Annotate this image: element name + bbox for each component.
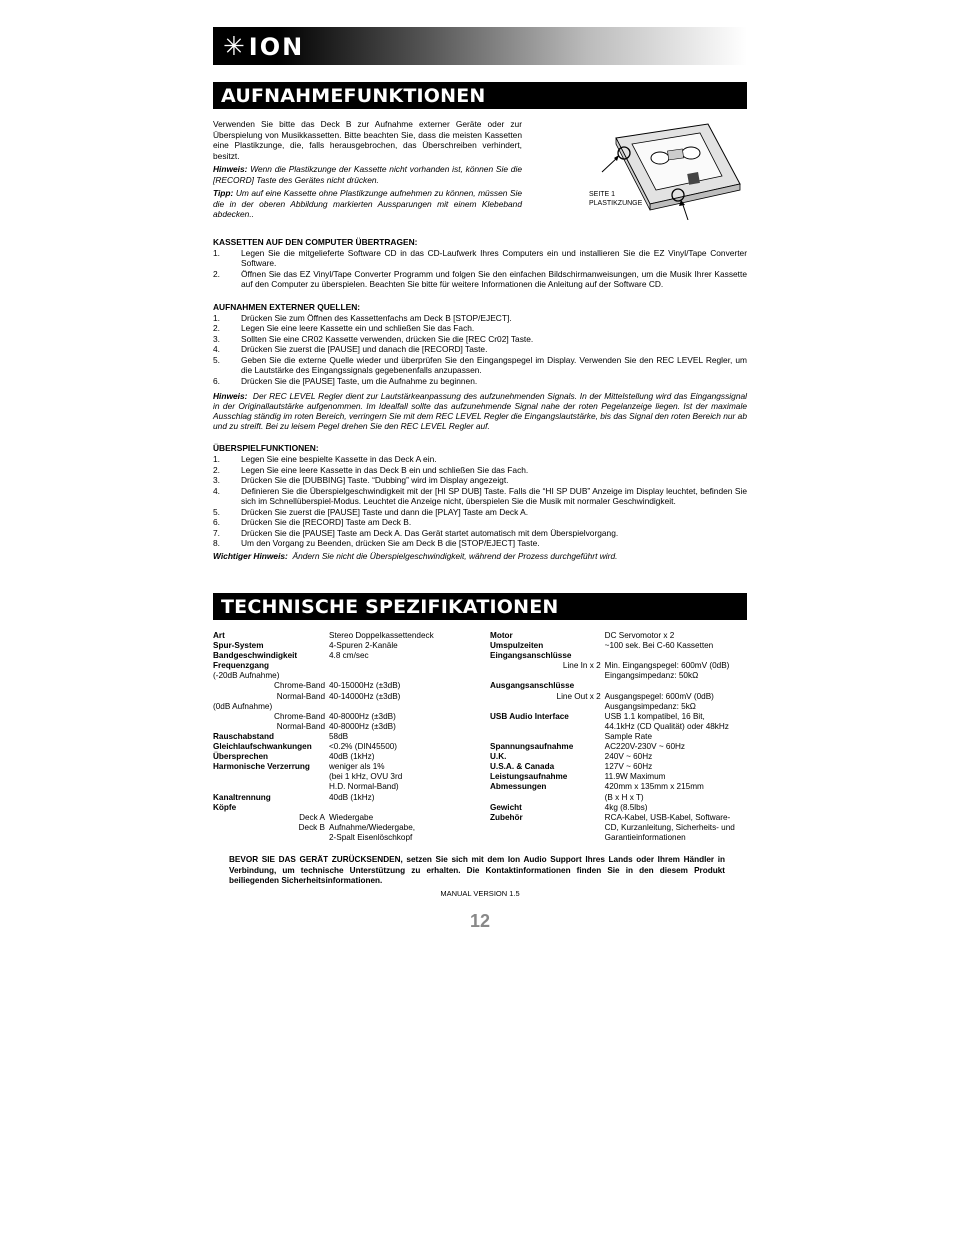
spec-value: Ausgangspegel: 600mV (0dB) — [604, 691, 714, 701]
spec-label: Ausgangsanschlüsse — [490, 681, 575, 691]
list-item: 6. Drücken Sie die [PAUSE] Taste, um die Aufnahme zu beginnen. — [213, 375, 478, 386]
list-item: 5. Geben Sie die externe Quelle wieder und überprüfen Sie den Eingangspegel im Display. Verwenden Sie den REC LEVEL Regler, um die Lautstärke des Eingangssignals gegebenenfalls anzupassen. — [213, 354, 747, 375]
diagram-label-tab: PLASTIKZUNGE — [589, 200, 643, 207]
page-number: 12 — [469, 911, 491, 931]
external-hint: Hinweis: Der REC LEVEL Regler dient zur Lautstärkeanpassung des aufzunehmenden Signals. In der Mittelstellung wird das Eingangssignal in der Originallautstärke aufgenommen. Im Idealfall sollte das aufzunehmende Signal nahe der roten Pegelanzeige liegen. Ist der maximale Ausschlag ständig im roten Bereich, verringern Sie mit dem REC LEVEL Regler die Eingangslautstärke, bis das Signal den roten Bereich nur ab und zu streift. Bei zu leisem Pegel drehen Sie den REC LEVEL Regler auf. — [213, 391, 747, 431]
spec-label — [490, 823, 605, 833]
spec-table-left — [213, 631, 483, 843]
list-item: 6. Drücken Sie die [RECORD] Taste am Deck B. — [213, 517, 412, 527]
spec-value: 127V ~ 60Hz — [604, 762, 653, 772]
spec-label: Umspulzeiten — [490, 641, 544, 651]
spec-label: Art — [213, 631, 225, 640]
hint-text: Hinweis: Wenn die Plastikzunge der Kassette nicht vorhanden ist, können Sie die [RECORD] Taste des Gerätes nicht drücken. — [213, 164, 522, 185]
spec-row — [213, 702, 479, 712]
external-list — [213, 313, 747, 387]
spec-row — [213, 833, 479, 843]
spec-row — [213, 671, 479, 681]
spec-row — [490, 833, 748, 843]
spec-label: Motor — [490, 631, 513, 640]
spec-label: Deck B — [298, 822, 325, 832]
spec-table — [490, 631, 748, 843]
spec-value: 2-Spalt Eisenlöschkopf — [329, 832, 413, 842]
spec-row — [490, 671, 748, 681]
spec-label — [213, 772, 329, 782]
section-title: AUFNAHMEFUNKTIONEN — [213, 82, 747, 109]
spec-value: 40dB (1kHz) — [329, 792, 375, 802]
spec-row — [490, 762, 748, 772]
list-item: 2. Legen Sie eine leere Kassette in das Deck B ein und schließen Sie das Fach. — [213, 464, 529, 475]
spec-row — [490, 752, 748, 762]
spec-row — [490, 782, 748, 792]
spec-value — [329, 702, 479, 712]
list-item: 3. Sollten Sie eine CR02 Kassette verwenden, drücken Sie die [REC Cr02] Taste. — [213, 333, 534, 344]
spec-value: Stereo Doppelkassettendeck — [329, 631, 434, 640]
section-title: TECHNISCHE SPEZIFIKATIONEN — [213, 593, 747, 620]
return-notice: BEVOR SIE DAS GERÄT ZURÜCKSENDEN, setzen Sie sich mit dem Ion Audio Support Ihres Lands oder Ihrem Händler in Verbindung, um technische Unterstützung zu erhalten. Die Kontaktinformationen finden Sie in den diesem Produkt beiliegenden Sicherheitsinformationen. — [229, 855, 725, 885]
spec-label: Spur-System — [213, 641, 264, 651]
diagram-label-side: SEITE 1 — [589, 191, 616, 198]
spec-row — [213, 742, 479, 752]
spec-label: (-20dB Aufnahme) — [213, 671, 280, 681]
spec-label: U.S.A. & Canada — [490, 762, 555, 772]
spec-label — [213, 833, 329, 843]
spec-table — [213, 631, 479, 843]
spec-value: Garantieinformationen — [604, 832, 686, 842]
spec-row — [213, 722, 479, 732]
spec-value: H.D. Normal-Band) — [329, 782, 399, 792]
spec-row — [490, 702, 748, 712]
dubbing-heading: ÜBERSPIELFUNKTIONEN: — [213, 443, 319, 453]
spec-label: Abmessungen — [490, 782, 547, 792]
spec-row — [490, 803, 748, 813]
spec-row — [490, 823, 748, 833]
spec-row — [213, 803, 479, 813]
spec-label — [490, 722, 605, 732]
spec-value — [605, 681, 748, 691]
spec-value: weniger als 1% — [329, 762, 385, 772]
spec-label: U.K. — [490, 752, 507, 762]
manual-version: MANUAL VERSION 1.5 — [440, 889, 520, 898]
spec-value: 40-8000Hz (±3dB) — [329, 711, 396, 721]
spec-label — [490, 702, 605, 712]
spec-value: ~100 sek. Bei C-60 Kassetten — [604, 641, 714, 651]
spec-label: Gewicht — [490, 802, 522, 812]
spec-label: Leistungsaufnahme — [490, 772, 568, 782]
spec-value: 4kg (8.5lbs) — [604, 802, 648, 812]
spec-label: Bandgeschwindigkeit — [213, 651, 298, 661]
spec-row — [490, 681, 748, 691]
list-item: 1. Drücken Sie zum Öffnen des Kassettenfachs am Deck B [STOP/EJECT]. — [213, 312, 512, 323]
intro-text: Verwenden Sie bitte das Deck B zur Aufnahme externer Geräte oder zur Überspielung von Musikkassetten. Bitte beachten Sie, dass die meisten Kassetten eine Plastikzunge, die, falls herausgebrochen, das Überschreiben verhindert, besitzt. — [213, 119, 522, 161]
list-item: 7. Drücken Sie die [PAUSE] Taste am Deck A. Das Gerät startet automatisch mit dem Überspielvorgang. — [213, 527, 619, 538]
external-heading: AUFNAHMEN EXTERNER QUELLEN: — [213, 301, 361, 312]
spec-row — [213, 813, 479, 823]
spec-row — [213, 823, 479, 833]
spec-value: (bei 1 kHz, OVU 3rd — [329, 772, 403, 782]
spec-label: Köpfe — [213, 802, 237, 812]
spec-label: Line In x 2 — [562, 661, 601, 671]
spec-row — [213, 712, 479, 722]
spec-label — [213, 782, 329, 792]
tip-text: Tipp: Um auf eine Kassette ohne Plastikzunge aufnehmen zu können, müssen Sie die in der oberen Abbildung markierten Aussparungen mit einem Klebeband abdecken.. — [213, 188, 522, 219]
spec-label: Gleichlaufschwankungen — [213, 742, 312, 752]
spec-table-right — [490, 631, 748, 843]
spec-row — [490, 712, 748, 722]
list-item: 5. Drücken Sie zuerst die [PAUSE] Taste und dann die [PLAY] Taste am Deck A. — [213, 506, 529, 517]
diagram-labels — [589, 190, 642, 208]
recording-section — [213, 82, 747, 561]
spec-row — [213, 762, 479, 772]
brand-header — [213, 27, 747, 65]
spec-row — [490, 813, 748, 823]
spec-value: <0.2% (DIN45500) — [329, 742, 398, 752]
spec-row — [213, 631, 479, 641]
spec-label: Eingangsanschlüsse — [490, 651, 572, 661]
spec-label: Spannungsaufnahme — [490, 742, 574, 752]
list-item: 8. Um den Vorgang zu Beenden, drücken Sie am Deck B die [STOP/EJECT] Taste. — [213, 538, 540, 548]
spec-row — [213, 641, 479, 651]
spec-label: (0dB Aufnahme) — [213, 701, 273, 711]
spec-row — [213, 772, 479, 782]
specifications-section — [213, 593, 747, 931]
spec-value: 44.1kHz (CD Qualität) oder 48kHz — [604, 721, 729, 731]
spark-icon: ✳ — [223, 32, 247, 62]
spec-value: 58dB — [329, 731, 349, 741]
spec-value: DC Servomotor x 2 — [604, 631, 675, 640]
spec-value: 40-15000Hz (±3dB) — [329, 681, 401, 691]
spec-row — [213, 651, 479, 661]
spec-row — [213, 692, 479, 702]
spec-label — [490, 793, 605, 803]
spec-label: Übersprechen — [213, 752, 269, 762]
list-item: 2. Legen Sie eine leere Kassette ein und schließen Sie das Fach. — [213, 323, 475, 333]
spec-label: Zubehör — [490, 812, 523, 822]
spec-row — [490, 772, 748, 782]
list-item: 1. Legen Sie die mitgelieferte Software CD in das CD-Laufwerk Ihres Computers ein und installieren Sie die EZ Vinyl/Tape Converter Software. — [213, 247, 747, 268]
spec-row — [490, 641, 748, 651]
spec-value: 4-Spuren 2-Kanäle — [329, 641, 398, 651]
spec-value: 40dB (1kHz) — [329, 752, 375, 762]
list-item: 4. Definieren Sie die Überspielgeschwindigkeit mit der [HI SP DUB] Taste. Falls die “HI SP DUB” Anzeige im Display leuchtet, befinden Sie sich im Schnellüberspiel-Modus. Leuchtet die Anzeige nicht, überspielen Sie die Musik mit normaler Geschwindigkeit. — [213, 485, 747, 506]
spec-value: Wiedergabe — [329, 812, 374, 822]
spec-label: Harmonische Verzerrung — [213, 762, 310, 772]
list-item: 3. Drücken Sie die [DUBBING] Taste. “Dubbing” wird im Display angezeigt. — [213, 475, 509, 485]
spec-label — [490, 671, 605, 681]
spec-label: Deck A — [299, 812, 325, 822]
ion-logo: ✳ION — [223, 32, 305, 62]
computer-list — [213, 248, 747, 290]
spec-label: Normal-Band — [276, 691, 325, 701]
spec-row — [490, 742, 748, 752]
intro-block — [213, 119, 522, 220]
spec-label: Line Out x 2 — [556, 691, 601, 701]
spec-value: 240V ~ 60Hz — [604, 752, 653, 762]
dubbing-list — [213, 454, 747, 549]
spec-value: AC220V-230V ~ 60Hz — [604, 742, 686, 752]
spec-row — [213, 681, 479, 691]
spec-value: Aufnahme/Wiedergabe, — [329, 822, 416, 832]
spec-value — [329, 661, 479, 671]
spec-label: Chrome-Band — [274, 681, 325, 691]
spec-label: Frequenzgang — [213, 661, 269, 671]
spec-row — [490, 732, 748, 742]
manual-page — [213, 27, 747, 931]
spec-value: Min. Eingangspegel: 600mV (0dB) — [604, 661, 730, 671]
spec-label — [490, 833, 605, 843]
spec-row — [213, 782, 479, 792]
spec-label: USB Audio Interface — [490, 711, 569, 721]
important-hint: Wichtiger Hinweis: Ändern Sie nicht die Überspielgeschwindigkeit, während der Prozess durchgeführt wird. — [213, 550, 618, 561]
spec-value: 11.9W Maximum — [604, 772, 666, 782]
spec-row — [490, 692, 748, 702]
spec-row — [490, 722, 748, 732]
spec-value: RCA-Kabel, USB-Kabel, Software- — [604, 812, 731, 822]
spec-value: Ausgangsimpedanz: 5kΩ — [604, 701, 696, 711]
spec-value: 40-14000Hz (±3dB) — [329, 691, 401, 701]
spec-row — [213, 793, 479, 803]
spec-label — [490, 732, 605, 742]
spec-value: 4.8 cm/sec — [329, 651, 369, 661]
list-item: 2. Öffnen Sie das EZ Vinyl/Tape Converter Programm und folgen Sie den einfachen Bildschirmanweisungen, um die Musik Ihrer Kassette auf den Computer zu überspielen. Beachten Sie bitte für weitere Informationen die Anleitung auf der Software CD. — [213, 268, 747, 289]
spec-label: Chrome-Band — [274, 711, 325, 721]
spec-value: 420mm x 135mm x 215mm — [604, 782, 704, 792]
spec-value: Eingangsimpedanz: 50kΩ — [604, 671, 699, 681]
spec-value: (B x H x T) — [604, 792, 644, 802]
spec-value: Sample Rate — [604, 731, 653, 741]
spec-value: CD, Kurzanleitung, Sicherheits- und — [604, 822, 735, 832]
list-item: 1. Legen Sie eine bespielte Kassette in das Deck A ein. — [213, 454, 437, 464]
spec-value: 40-8000Hz (±3dB) — [329, 721, 396, 731]
list-item: 4. Drücken Sie zuerst die [PAUSE] und danach die [RECORD] Taste. — [213, 344, 488, 354]
spec-label: Kanaltrennung — [213, 792, 271, 802]
spec-label: Rauschabstand — [213, 731, 274, 741]
spec-label: Normal-Band — [276, 721, 325, 731]
spec-row — [490, 651, 748, 661]
spec-value — [605, 651, 748, 661]
spec-row — [490, 631, 748, 641]
computer-heading: KASSETTEN AUF DEN COMPUTER ÜBERTRAGEN: — [213, 236, 418, 247]
spec-value — [329, 803, 479, 813]
spec-row — [213, 752, 479, 762]
spec-row — [213, 661, 479, 671]
spec-value — [329, 671, 479, 681]
cassette-diagram — [588, 120, 748, 220]
spec-row — [213, 732, 479, 742]
spec-row — [490, 793, 748, 803]
spec-row — [490, 661, 748, 671]
spec-value: USB 1.1 kompatibel, 16 Bit, — [604, 711, 705, 721]
